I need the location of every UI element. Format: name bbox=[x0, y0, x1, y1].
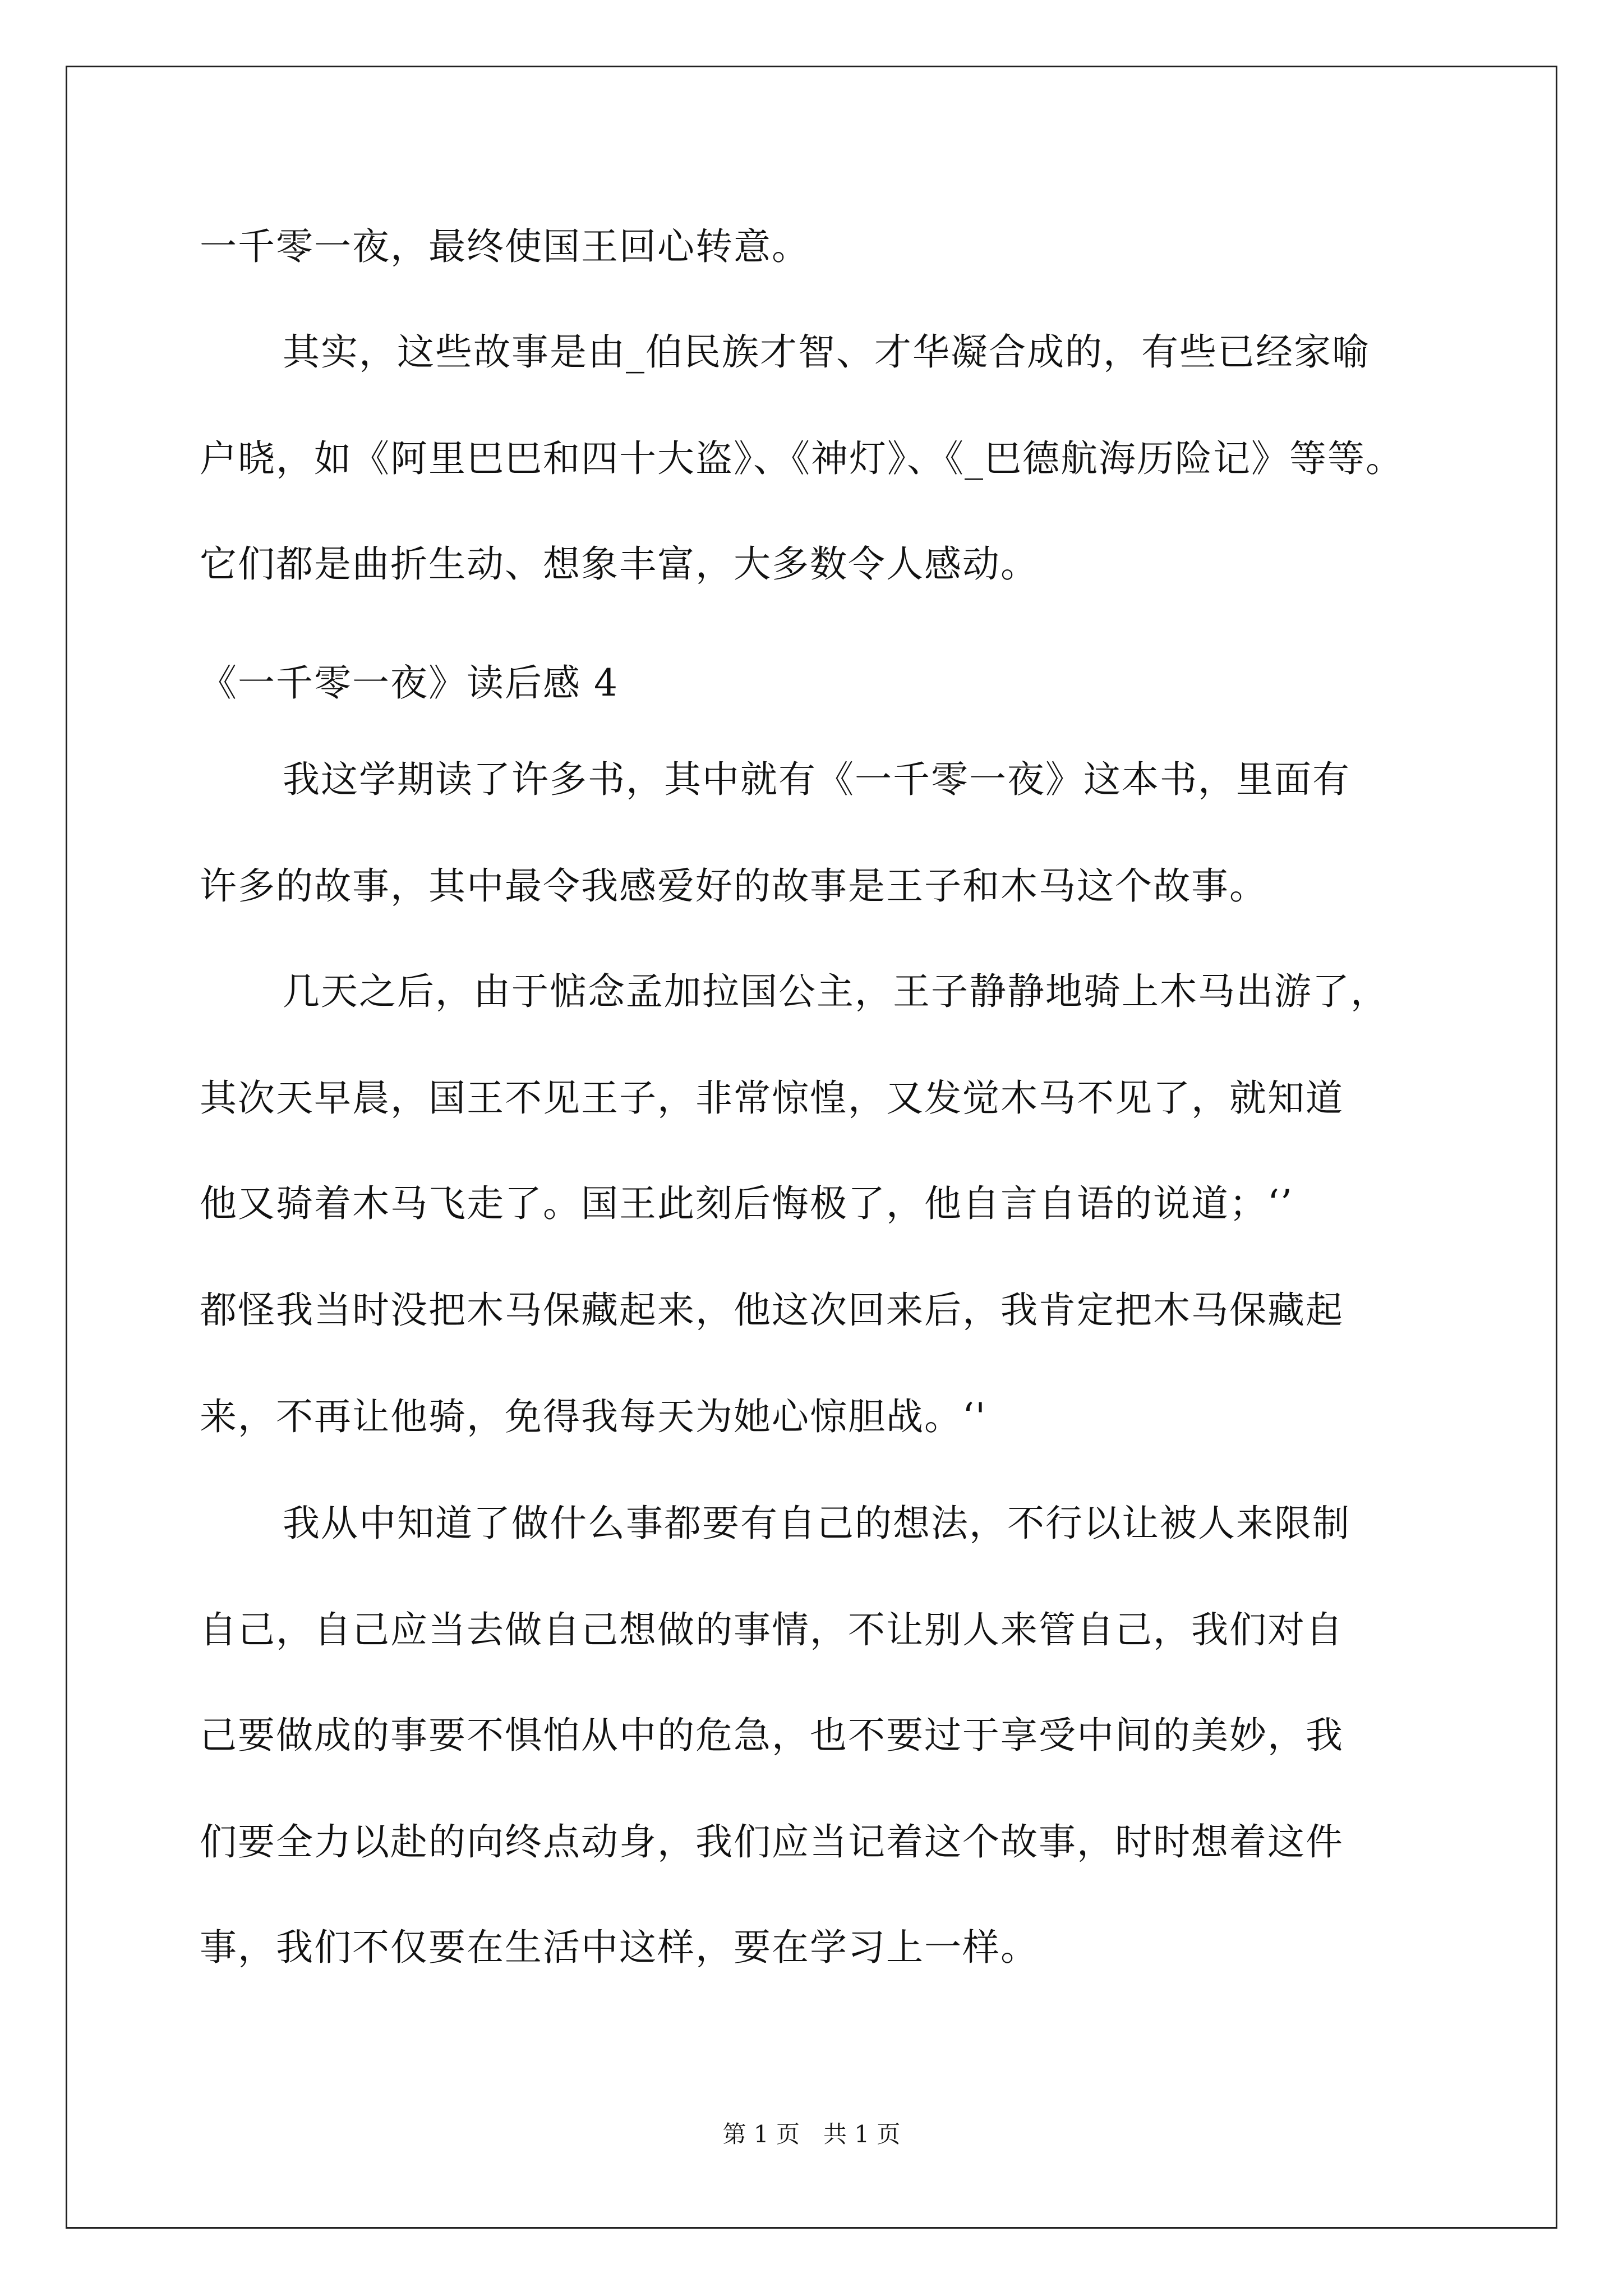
text-line-6: 我这学期读了许多书，其中就有《一千零一夜》这本书，里面有 bbox=[283, 758, 1350, 801]
text-line-13: 我从中知道了做什么事都要有自己的想法，不行以让被人来限制 bbox=[283, 1502, 1350, 1545]
text-line-3: 户晓，如《阿里巴巴和四十大盗》、《神灯》、《_巴德航海历险记》等等。 bbox=[200, 437, 1404, 480]
text-line-8: 几天之后，由于惦念孟加拉国公主，王子静静地骑上木马出游了， bbox=[283, 970, 1389, 1013]
text-line-16: 们要全力以赴的向终点动身，我们应当记着这个故事，时时想着这件 bbox=[200, 1820, 1344, 1864]
text-line-2: 其实，这些故事是由_伯民族才智、才华凝合成的，有些已经家喻 bbox=[283, 330, 1370, 374]
page-footer: 第 1 页 共 1 页 bbox=[722, 2120, 901, 2148]
text-line-11: 都怪我当时没把木马保藏起来，他这次回来后，我肯定把木马保藏起 bbox=[200, 1289, 1344, 1332]
text-line-10: 他又骑着木马飞走了。国王此刻后悔极了，他自言自语的说道；‘’ bbox=[200, 1182, 1293, 1225]
text-line-7: 许多的故事，其中最令我感爱好的故事是王子和木马这个故事。 bbox=[200, 864, 1267, 908]
text-line-9: 其次天早晨，国王不见王子，非常惊惶，又发觉木马不见了，就知道 bbox=[200, 1076, 1344, 1120]
page-border bbox=[66, 66, 1557, 2229]
text-line-14: 自己，自己应当去做自己想做的事情，不让别人来管自己，我们对自 bbox=[200, 1608, 1344, 1651]
text-line-4: 它们都是曲折生动、想象丰富，大多数令人感动。 bbox=[200, 542, 1039, 586]
text-line-15: 己要做成的事要不惧怕从中的危急，也不要过于享受中间的美妙，我 bbox=[200, 1714, 1344, 1757]
section-heading: 《一千零一夜》读后感 4 bbox=[200, 661, 619, 705]
text-line-17: 事，我们不仅要在生活中这样，要在学习上一样。 bbox=[200, 1926, 1039, 1969]
text-line-1: 一千零一夜，最终使国王回心转意。 bbox=[200, 225, 810, 268]
text-line-12: 来，不再让他骑，免得我每天为她心惊胆战。‘' bbox=[200, 1395, 987, 1438]
